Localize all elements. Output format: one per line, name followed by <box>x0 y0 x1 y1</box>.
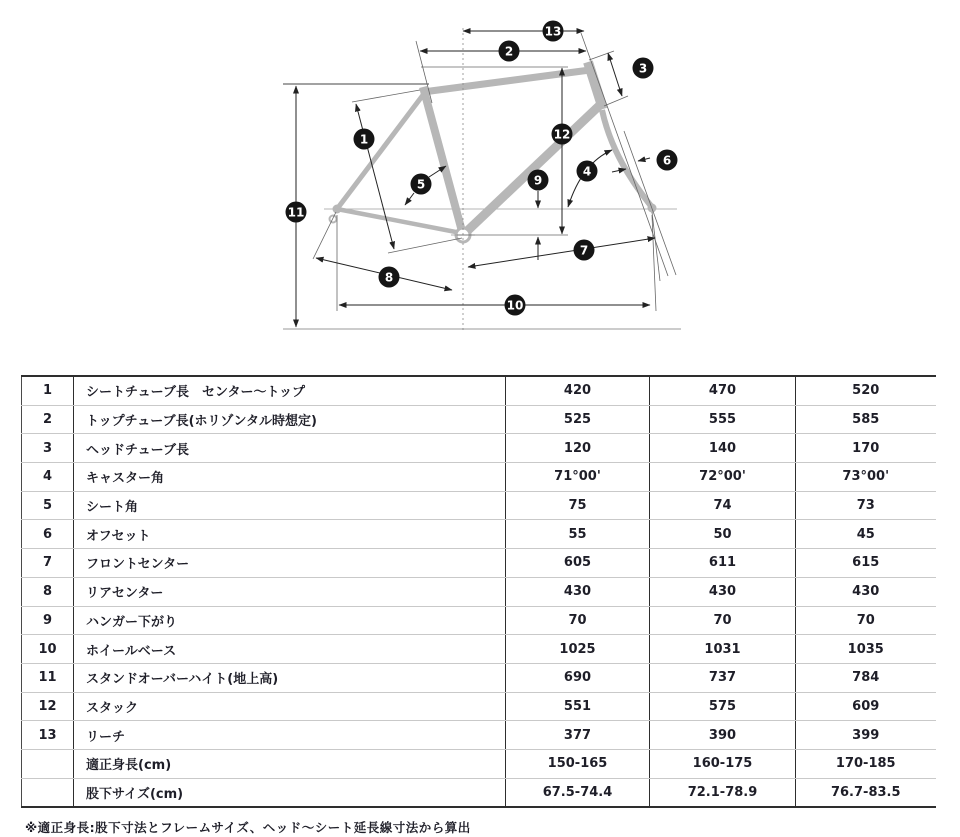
marker-13-label: 13 <box>544 24 562 39</box>
head-tube <box>588 62 603 109</box>
row-label: キャスター角 <box>74 463 506 492</box>
diagram-marker-12 <box>552 124 573 145</box>
table-row <box>22 405 936 434</box>
row-value: 609 <box>796 692 936 721</box>
table-row <box>22 376 936 405</box>
row-label: シートチューブ長 センター〜トップ <box>74 376 506 405</box>
row-value: 430 <box>506 577 650 606</box>
row-value: 1035 <box>796 635 936 664</box>
row-value: 45 <box>796 520 936 549</box>
dimension-lines <box>296 31 655 327</box>
fork-blade <box>602 110 651 206</box>
marker-11-label: 11 <box>287 205 305 220</box>
marker-12-label: 12 <box>553 127 571 142</box>
seat-tube <box>423 87 463 235</box>
row-number <box>22 749 74 778</box>
diagram-marker-13 <box>543 21 564 42</box>
row-value: 430 <box>650 577 796 606</box>
row-value: 76.7-83.5 <box>796 778 936 807</box>
row-number: 12 <box>22 692 74 721</box>
frame-geometry-diagram <box>0 0 960 360</box>
row-value: 555 <box>650 405 796 434</box>
marker-2-label: 2 <box>504 44 514 59</box>
diagram-marker-9 <box>528 170 549 191</box>
row-value: 615 <box>796 549 936 578</box>
row-value: 525 <box>506 405 650 434</box>
diagram-marker-11 <box>286 202 307 223</box>
table-row <box>22 491 936 520</box>
row-number: 7 <box>22 549 74 578</box>
diagram-marker-4 <box>577 161 598 182</box>
marker-7-label: 7 <box>579 243 589 258</box>
row-value: 67.5-74.4 <box>506 778 650 807</box>
row-number: 3 <box>22 434 74 463</box>
row-value: 120 <box>506 434 650 463</box>
marker-4-label: 4 <box>582 164 592 179</box>
table-row <box>22 692 936 721</box>
table-row <box>22 721 936 750</box>
row-label: スタンドオーバーハイト(地上高) <box>74 663 506 692</box>
table-row <box>22 749 936 778</box>
row-label: シート角 <box>74 491 506 520</box>
row-label: ホイールベース <box>74 635 506 664</box>
dim8-ext-rear <box>313 212 336 259</box>
marker-9-label: 9 <box>533 173 543 188</box>
row-value: 551 <box>506 692 650 721</box>
row-value: 470 <box>650 376 796 405</box>
row-value: 75 <box>506 491 650 520</box>
dim1-ext-bottom <box>388 238 462 253</box>
row-value: 160-175 <box>650 749 796 778</box>
table-row <box>22 778 936 807</box>
row-number: 6 <box>22 520 74 549</box>
marker-5-label: 5 <box>416 177 426 192</box>
row-value: 390 <box>650 721 796 750</box>
diagram-markers <box>286 21 678 316</box>
row-number: 9 <box>22 606 74 635</box>
row-value: 575 <box>650 692 796 721</box>
dim-3-head-tube <box>608 53 622 96</box>
diagram-marker-1 <box>354 129 375 150</box>
geometry-spec-table <box>21 375 936 808</box>
frame-geometry-svg <box>0 0 960 360</box>
row-value: 70 <box>796 606 936 635</box>
row-label: オフセット <box>74 520 506 549</box>
row-label: 股下サイズ(cm) <box>74 778 506 807</box>
row-value: 420 <box>506 376 650 405</box>
row-value: 399 <box>796 721 936 750</box>
row-value: 150-165 <box>506 749 650 778</box>
row-number: 4 <box>22 463 74 492</box>
reference-lines <box>283 28 681 331</box>
row-label: フロントセンター <box>74 549 506 578</box>
seat-stay <box>337 95 426 209</box>
row-value: 74 <box>650 491 796 520</box>
row-value: 170-185 <box>796 749 936 778</box>
row-value: 73 <box>796 491 936 520</box>
row-value: 71°00' <box>506 463 650 492</box>
row-number: 13 <box>22 721 74 750</box>
diagram-marker-8 <box>379 267 400 288</box>
row-value: 72°00' <box>650 463 796 492</box>
row-label: リアセンター <box>74 577 506 606</box>
row-value: 140 <box>650 434 796 463</box>
chain-stay <box>337 209 461 233</box>
marker-3-label: 3 <box>638 61 648 76</box>
dim-6-offset-right <box>638 158 650 161</box>
table-row <box>22 463 936 492</box>
dim-5-seat-angle-lower <box>405 193 414 205</box>
row-label: スタック <box>74 692 506 721</box>
row-number: 8 <box>22 577 74 606</box>
row-value: 72.1-78.9 <box>650 778 796 807</box>
row-label: ヘッドチューブ長 <box>74 434 506 463</box>
row-value: 611 <box>650 549 796 578</box>
diagram-marker-7 <box>574 240 595 261</box>
table-row <box>22 663 936 692</box>
marker-6-label: 6 <box>662 153 672 168</box>
row-value: 1031 <box>650 635 796 664</box>
footnote: ※適正身長:股下寸法とフレームサイズ、ヘッド〜シート延長線寸法から算出 <box>25 820 471 835</box>
dim-7-front-center <box>468 238 655 267</box>
row-label: トップチューブ長(ホリゾンタル時想定) <box>74 405 506 434</box>
spec-table-body <box>22 376 936 807</box>
marker-10-label: 10 <box>506 298 524 313</box>
table-row <box>22 549 936 578</box>
dim3-ext-bottom <box>604 96 628 106</box>
diagram-marker-10 <box>505 295 526 316</box>
row-label: 適正身長(cm) <box>74 749 506 778</box>
diagram-marker-5 <box>411 174 432 195</box>
row-value: 585 <box>796 405 936 434</box>
row-value: 784 <box>796 663 936 692</box>
row-number: 5 <box>22 491 74 520</box>
row-value: 690 <box>506 663 650 692</box>
table-row <box>22 520 936 549</box>
diagram-marker-3 <box>633 58 654 79</box>
table-row <box>22 577 936 606</box>
row-value: 73°00' <box>796 463 936 492</box>
marker-1-label: 1 <box>359 132 369 147</box>
row-number: 10 <box>22 635 74 664</box>
row-value: 55 <box>506 520 650 549</box>
table-row <box>22 606 936 635</box>
row-value: 70 <box>650 606 796 635</box>
row-value: 70 <box>506 606 650 635</box>
row-number: 2 <box>22 405 74 434</box>
row-number <box>22 778 74 807</box>
row-value: 377 <box>506 721 650 750</box>
marker-8-label: 8 <box>384 270 394 285</box>
table-row <box>22 434 936 463</box>
row-label: ハンガー下がり <box>74 606 506 635</box>
row-number: 11 <box>22 663 74 692</box>
row-value: 520 <box>796 376 936 405</box>
dim1-ext-top <box>352 90 420 102</box>
row-value: 605 <box>506 549 650 578</box>
row-number: 1 <box>22 376 74 405</box>
row-value: 170 <box>796 434 936 463</box>
row-value: 430 <box>796 577 936 606</box>
row-value: 50 <box>650 520 796 549</box>
diagram-marker-6 <box>657 150 678 171</box>
row-value: 1025 <box>506 635 650 664</box>
row-value: 737 <box>650 663 796 692</box>
table-row <box>22 635 936 664</box>
row-label: リーチ <box>74 721 506 750</box>
top-tube <box>423 70 590 92</box>
diagram-marker-2 <box>499 41 520 62</box>
